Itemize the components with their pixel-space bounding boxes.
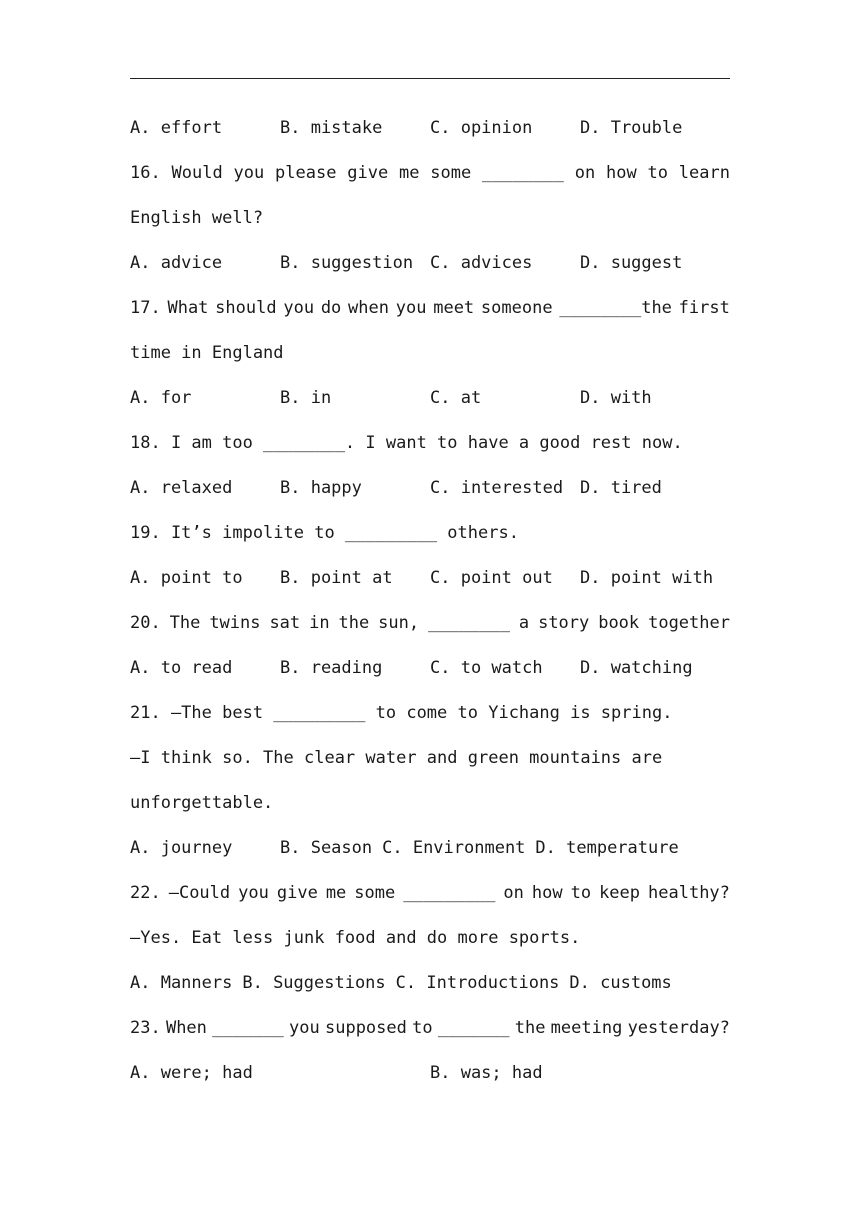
word: you [283, 298, 315, 318]
option-a: A. journey [130, 838, 233, 858]
word: in [309, 613, 330, 633]
option-a: A. were; had [130, 1063, 253, 1083]
word: supposed [324, 1018, 407, 1038]
word: how [531, 883, 563, 903]
word: meet [433, 298, 475, 318]
options-line [130, 106, 730, 151]
option-b: B. reading [280, 658, 383, 678]
word: some [430, 163, 472, 183]
options-line [130, 646, 730, 691]
option-a: A. to read [130, 658, 233, 678]
word: you [395, 298, 427, 318]
word: me [325, 883, 347, 903]
word: do [320, 298, 342, 318]
word: should [215, 298, 277, 318]
word: you [238, 883, 269, 903]
option-b: B. was; had [430, 1063, 543, 1083]
option-b: B. happy [280, 478, 362, 498]
word: sat [269, 613, 301, 633]
word: 20. [130, 613, 161, 633]
word: 22. [130, 883, 161, 903]
word: together [648, 613, 730, 633]
option-a: A. advice [130, 253, 223, 273]
option-b: B. in [280, 388, 332, 408]
word: —Could [168, 883, 231, 903]
word: _______ [437, 1018, 510, 1038]
word: 23. [130, 1018, 161, 1038]
option-b: B. Suggestions [242, 973, 386, 993]
option-c: C. advices [430, 253, 533, 273]
option-c: C. interested [430, 478, 564, 498]
word: ________the [559, 298, 672, 318]
word: learn [678, 163, 730, 183]
word: a [518, 613, 530, 633]
word: the [338, 613, 370, 633]
option-b: B. mistake [280, 118, 383, 138]
word: give [347, 163, 389, 183]
word: keep [599, 883, 641, 903]
text-line [130, 871, 730, 916]
text-line: time in England [130, 343, 284, 363]
option-c: C. at [430, 388, 482, 408]
text-line: unforgettable. [130, 793, 274, 813]
word: to [570, 883, 592, 903]
word: to [412, 1018, 433, 1038]
word: _______ [212, 1018, 284, 1038]
text-line: 19. It’s impolite to _________ others. [130, 523, 519, 543]
word: story [538, 613, 590, 633]
option-a: A. point to [130, 568, 243, 588]
options-line [130, 826, 730, 871]
option-c: C. point out [430, 568, 553, 588]
word: When [165, 1018, 207, 1038]
text-line: —I think so. The clear water and green mountains are [130, 748, 663, 768]
word: give [276, 883, 318, 903]
option-a: A. effort [130, 118, 223, 138]
word: the [514, 1018, 546, 1038]
word: on [574, 163, 596, 183]
word: some [354, 883, 396, 903]
header-rule [130, 78, 730, 79]
word: how [605, 163, 637, 183]
word: someone [480, 298, 553, 318]
option-a: A. for [130, 388, 192, 408]
word: to [647, 163, 668, 183]
text-line [130, 286, 730, 331]
option-a: A. relaxed [130, 478, 233, 498]
word: me [398, 163, 420, 183]
word: _________ [403, 883, 496, 903]
text-line [130, 151, 730, 196]
word: twins [209, 613, 261, 633]
word: you [233, 163, 265, 183]
word: ________ [428, 613, 510, 633]
word: What [167, 298, 209, 318]
word: sun, [378, 613, 420, 633]
option-a: A. Manners [130, 973, 233, 993]
text-line: 21. —The best _________ to come to Yichang is spring. [130, 703, 673, 723]
options-line [130, 556, 730, 601]
word: on [503, 883, 524, 903]
word: Would [171, 163, 223, 183]
text-line [130, 601, 730, 646]
word: please [275, 163, 337, 183]
option-c: C. Environment [382, 838, 526, 858]
option-d: D. tired [580, 478, 662, 498]
option-d: D. temperature [535, 838, 679, 858]
word: The [169, 613, 201, 633]
options-line [130, 1051, 730, 1096]
word: ________ [482, 163, 564, 183]
text-line: 18. I am too ________. I want to have a good rest now. [130, 433, 683, 453]
options-line [130, 466, 730, 511]
word: 16. [130, 163, 161, 183]
option-b: B. point at [280, 568, 393, 588]
text-line: —Yes. Eat less junk food and do more sports. [130, 928, 581, 948]
word: healthy? [648, 883, 730, 903]
option-d: D. suggest [580, 253, 683, 273]
option-b: B. Season [280, 838, 373, 858]
option-c: C. opinion [430, 118, 533, 138]
option-d: D. point with [580, 568, 714, 588]
option-d: D. Trouble [580, 118, 683, 138]
word: when [348, 298, 389, 318]
word: yesterday? [627, 1018, 730, 1038]
text-line: English well? [130, 208, 264, 228]
question-content [130, 106, 730, 1096]
option-d: D. customs [569, 973, 672, 993]
text-line [130, 1006, 730, 1051]
word: 17. [130, 298, 161, 318]
options-line [130, 241, 730, 286]
word: book [598, 613, 640, 633]
word: meeting [550, 1018, 623, 1038]
options-line [130, 376, 730, 421]
options-line [130, 961, 730, 1006]
option-c: C. to watch [430, 658, 543, 678]
word: you [289, 1018, 320, 1038]
option-d: D. watching [580, 658, 693, 678]
word: first [678, 298, 730, 318]
option-c: C. Introductions [395, 973, 560, 993]
option-b: B. suggestion [280, 253, 414, 273]
option-d: D. with [580, 388, 652, 408]
